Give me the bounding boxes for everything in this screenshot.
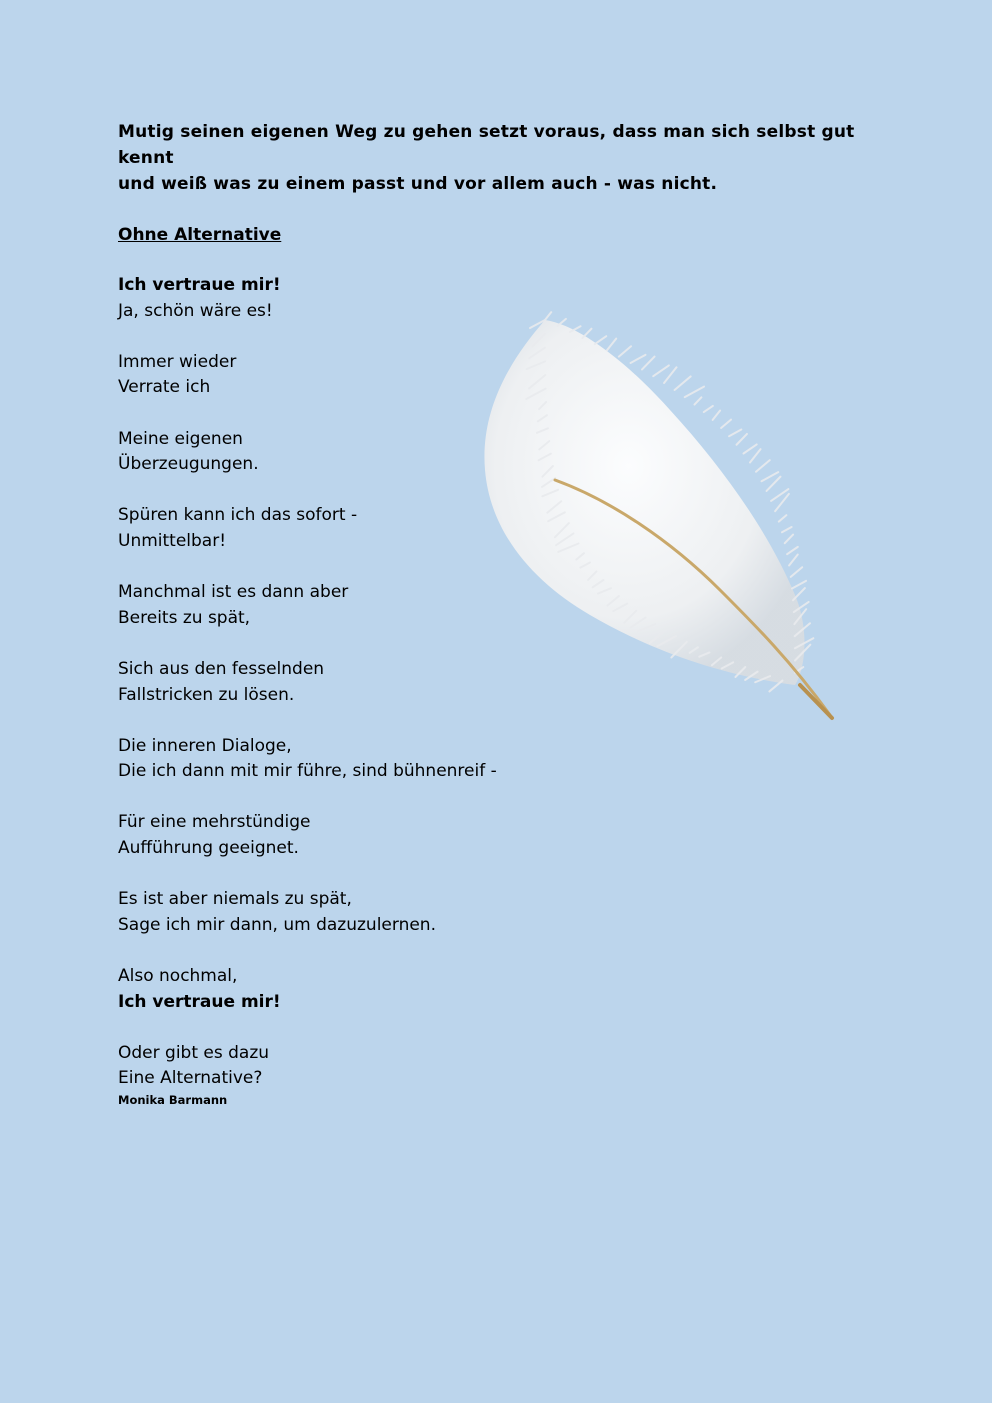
feather-barb xyxy=(607,339,616,351)
feather-barb xyxy=(595,336,607,344)
poem-line: Es ist aber niemals zu spät, xyxy=(118,889,352,910)
poem-line: Meine eigenen xyxy=(118,428,243,449)
feather-barb xyxy=(787,547,798,554)
poem-line: Verrate ich xyxy=(118,377,211,398)
author-name: Monika Barmann xyxy=(118,1093,228,1107)
poem-line: Spüren kann ich das sofort - xyxy=(118,505,358,526)
stanza xyxy=(118,734,678,785)
poem-line: Ich vertraue mir! xyxy=(118,275,281,295)
feather-barb xyxy=(631,355,646,363)
feather-barb xyxy=(582,329,591,338)
intro-line-1: Mutig seinen eigenen Weg zu gehen setzt voraus, dass man sich selbst gut kennt xyxy=(118,122,855,168)
feather-barb xyxy=(782,527,792,532)
poem-line: Aufführung geeignet. xyxy=(118,838,299,859)
feather-barb xyxy=(619,346,631,356)
poem-line: Ja, schön wäre es! xyxy=(118,300,273,321)
poem-line: Fallstricken zu lösen. xyxy=(118,684,295,705)
poem-title: Ohne Alternative xyxy=(118,225,282,245)
stanza xyxy=(118,887,678,938)
poem-line: Überzeugungen. xyxy=(118,454,259,475)
stanza xyxy=(118,964,678,1015)
stanza xyxy=(118,1041,678,1092)
feather-barb xyxy=(729,430,741,437)
feather-barb xyxy=(737,434,747,445)
poem-line: Unmittelbar! xyxy=(118,530,227,551)
feather-barb xyxy=(756,460,770,472)
poem-line: Für eine mehrstündige xyxy=(118,812,311,833)
feather-barb xyxy=(762,472,779,481)
feather-vane xyxy=(484,320,804,685)
feather-barb xyxy=(791,567,802,577)
poem-line: Also nochmal, xyxy=(118,966,238,987)
intro-text xyxy=(118,119,858,197)
feather-barb xyxy=(779,515,787,521)
feather-barb xyxy=(642,357,655,370)
feather-barb xyxy=(675,376,691,390)
feather-barb xyxy=(545,312,551,320)
intro-line-2: und weiß was zu einem passt und vor allem auch - was nicht. xyxy=(118,174,718,194)
feather-barb xyxy=(744,444,757,453)
feather-barb xyxy=(704,406,713,412)
poem-line: Oder gibt es dazu xyxy=(118,1042,270,1063)
poem-line: Sich aus den fesselnden xyxy=(118,658,325,679)
poem-line: Eine Alternative? xyxy=(118,1068,263,1089)
feather-barb xyxy=(653,365,669,376)
poem-line: Immer wieder xyxy=(118,351,237,372)
feather-barb xyxy=(713,411,720,420)
feather-barb xyxy=(785,535,793,544)
feather-barb xyxy=(789,554,798,565)
poem-line: Manchmal ist es dann aber xyxy=(118,582,349,603)
poem-line: Bereits zu spät, xyxy=(118,607,251,628)
poem-line: Die inneren Dialoge, xyxy=(118,735,292,756)
feather-barb xyxy=(769,681,782,692)
feather-barb xyxy=(792,581,806,589)
poem-line: Die ich dann mit mir führe, sind bühnenreif - xyxy=(118,761,497,782)
feather-barb xyxy=(685,387,704,398)
poem-line: Ich vertraue mir! xyxy=(118,991,281,1012)
feather-illustration xyxy=(470,300,850,730)
feather-barb xyxy=(767,477,781,491)
feather-barb xyxy=(750,449,761,462)
stanza xyxy=(118,810,678,861)
feather-barb xyxy=(721,420,731,428)
feather-barb xyxy=(694,397,701,404)
feather-barb xyxy=(664,367,676,383)
poem-line: Sage ich mir dann, um dazuzulernen. xyxy=(118,914,436,935)
feather-tip xyxy=(800,685,832,718)
feather-barb xyxy=(793,588,805,600)
